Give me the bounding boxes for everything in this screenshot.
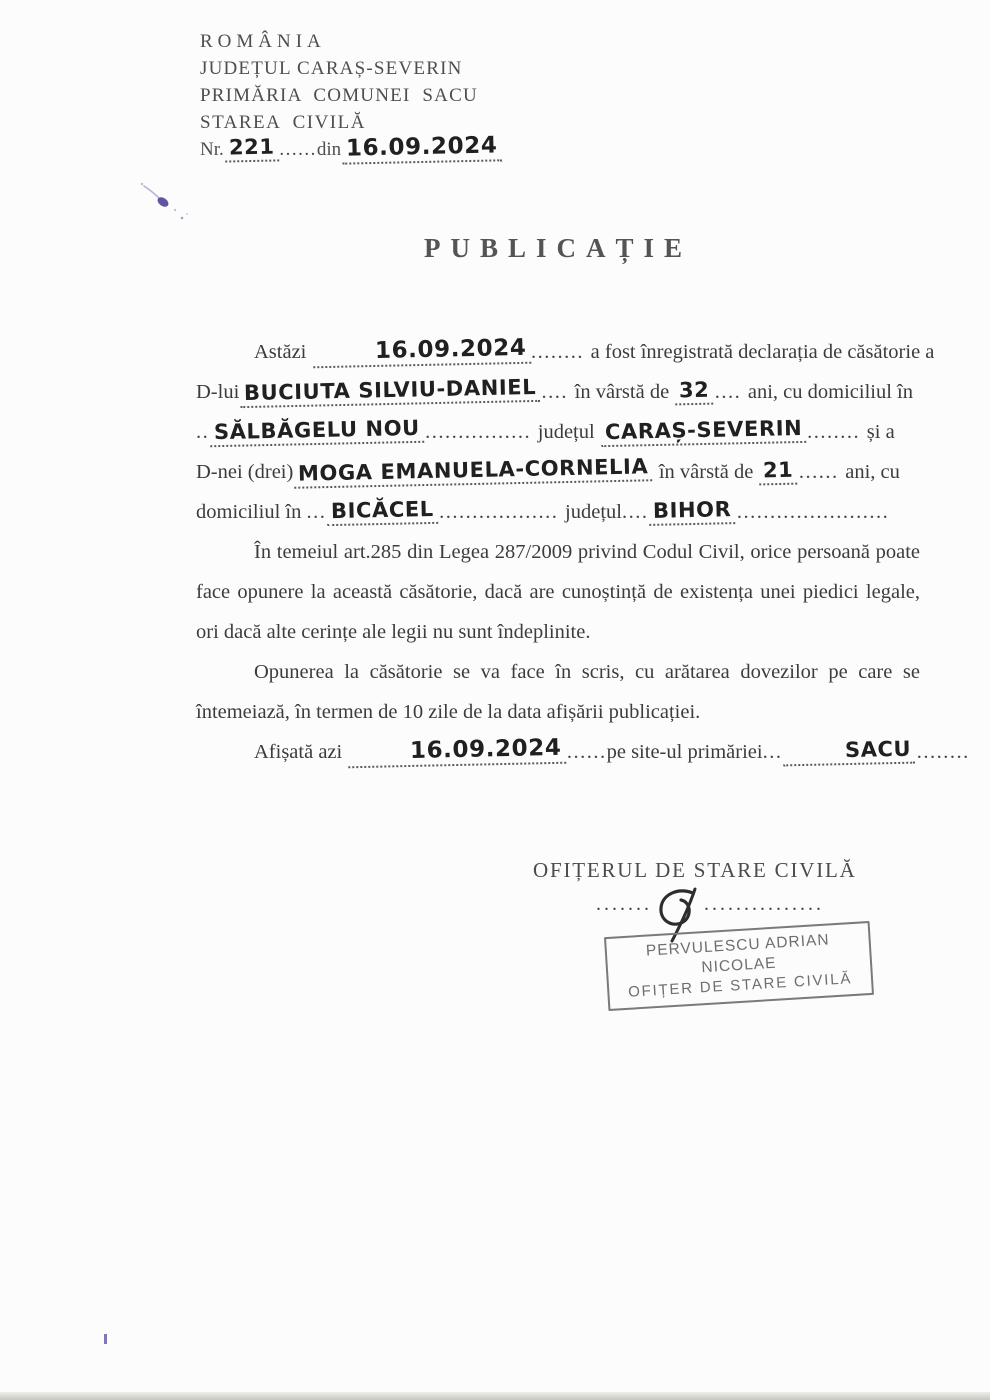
scan-bottom-edge: [0, 1392, 990, 1400]
reg-date-label: din: [316, 139, 342, 160]
signature-title: OFIȚERUL DE STARE CIVILĂ: [533, 858, 857, 882]
posted-date-handwritten: 16.09.2024: [348, 737, 566, 769]
dot-leader: ...............: [704, 893, 824, 915]
ink-blot: [130, 176, 200, 236]
body-line-bride-domicile: [196, 492, 920, 532]
header-department: STAREA CIVILĂ: [200, 112, 366, 133]
body-line-declaration: [196, 332, 935, 372]
header-registration-line: [200, 132, 503, 164]
printed-text: Astăzi: [254, 341, 312, 363]
printed-text: pe site-ul primăriei: [606, 741, 763, 763]
printed-text: în vârstă de: [653, 461, 759, 483]
printed-text: domiciliul în: [196, 501, 307, 523]
printed-text: D-lui: [196, 381, 240, 403]
bride-age-handwritten: 21: [759, 460, 798, 486]
dot-leader: ....: [621, 501, 649, 523]
printed-text: județul: [565, 501, 622, 523]
reg-number-value-handwritten: 221: [224, 136, 278, 162]
printed-text: ani, cu: [845, 461, 900, 483]
stamp-officer-title: OFIȚER DE STARE CIVILĂ: [627, 970, 853, 1001]
printed-text: a fost înregistrată declarația de căsătorie a: [590, 341, 935, 363]
body-line-bride: [196, 452, 920, 492]
official-stamp: [604, 921, 874, 1011]
printed-text: și a: [866, 421, 895, 443]
groom-name-handwritten: BUCIUTA SILVIU-DANIEL: [240, 377, 541, 408]
header-office: PRIMĂRIA COMUNEI SACU: [200, 85, 478, 106]
body-line-groom-domicile: [196, 412, 920, 452]
dot-leader: ..: [196, 421, 210, 443]
groom-age-handwritten: 32: [675, 380, 714, 406]
printed-text: Afișată azi: [254, 741, 348, 763]
stamp-officer-name: PERVULESCU ADRIAN NICOLAE: [645, 931, 831, 977]
bride-locality-handwritten: BICĂCEL: [327, 499, 438, 526]
printed-text: județul: [537, 421, 600, 443]
dot-leader: ........: [916, 741, 970, 763]
reg-date-value-handwritten: 16.09.2024: [342, 134, 502, 164]
dot-leader: ...: [306, 501, 327, 523]
body-line-posted: [196, 732, 970, 772]
header-country: ROMÂNIA: [200, 31, 326, 52]
groom-locality-handwritten: SĂLBĂGELU NOU: [210, 418, 424, 447]
groom-county-handwritten: CARAȘ-SEVERIN: [601, 418, 807, 447]
dot-leader: ......: [798, 461, 846, 483]
reg-number-label: Nr.: [200, 139, 224, 160]
bride-county-handwritten: BIHOR: [649, 499, 736, 526]
printed-text: D-nei (drei): [196, 461, 294, 483]
dot-leader: ...: [762, 741, 783, 763]
dot-leader: ......: [279, 139, 317, 160]
body-line-groom: [196, 372, 920, 412]
dot-leader: .......................: [736, 501, 890, 523]
declaration-date-handwritten: 16.09.2024: [312, 337, 530, 369]
dot-leader: ................: [425, 421, 538, 443]
posted-site-handwritten: SACU: [783, 739, 916, 767]
document-title: PUBLICAȚIE: [423, 233, 693, 263]
bride-name-handwritten: MOGA EMANUELA-CORNELIA: [294, 456, 653, 488]
printed-text: ani, cu domiciliul în: [747, 381, 913, 403]
paragraph-opposition: Opunerea la căsătorie se va face în scris, cu arătarea dovezilor pe care se întemeiază, în termen de 10 zile de la data afișării publicației.: [196, 661, 920, 723]
dot-leader: .......: [596, 893, 652, 915]
ink-mark-bottom: [104, 1334, 107, 1344]
header-county: JUDEȚUL CARAȘ-SEVERIN: [200, 58, 463, 79]
dot-leader: ......: [566, 741, 607, 763]
dot-leader: ....: [541, 381, 575, 403]
dot-leader: ........: [531, 341, 591, 363]
document-body: [196, 332, 970, 772]
dot-leader: ....: [714, 381, 748, 403]
dot-leader: ..................: [439, 501, 566, 523]
dot-leader: ........: [807, 421, 867, 443]
document-header: [200, 28, 503, 164]
paragraph-legal-basis: În temeiul art.285 din Legea 287/2009 privind Codul Civil, orice persoană poate face opunere la această căsătorie, dacă are cunoștință de existența unei piedici legale, ori dacă alte cerințe ale legii nu sunt îndeplinite.: [196, 541, 920, 643]
printed-text: în vârstă de: [574, 381, 675, 403]
